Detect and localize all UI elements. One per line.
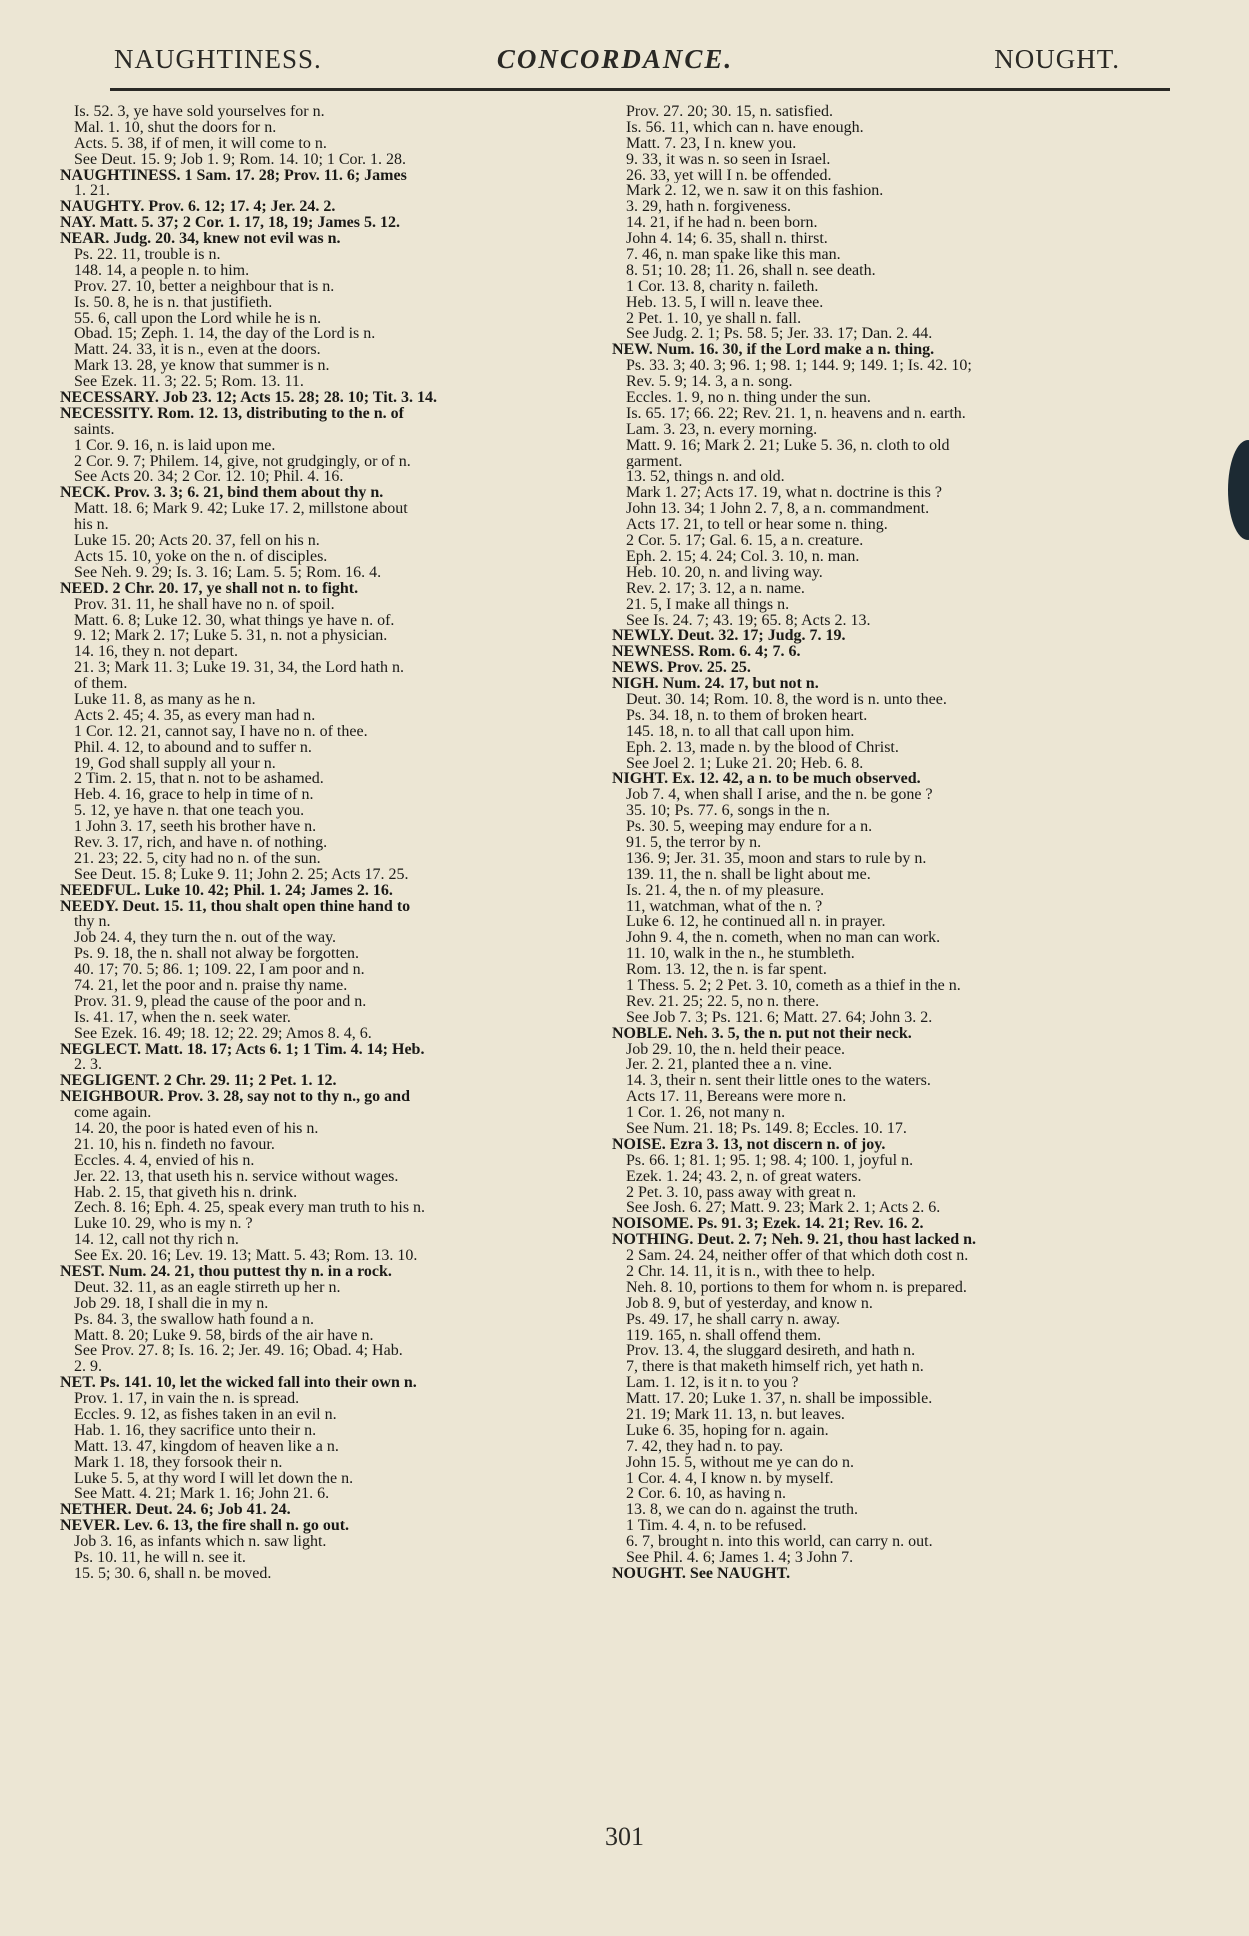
concordance-line: 1. 21.: [74, 183, 110, 200]
left-column: [60, 104, 610, 1582]
concordance-line: John 13. 34; 1 John 2. 7, 8, a n. commandment.: [626, 501, 930, 518]
concordance-line: of them.: [74, 676, 128, 692]
concordance-line: NOTHING. Deut. 2. 7; Neh. 9. 21, thou hast lacked n.: [612, 1232, 977, 1249]
concordance-line: 13. 52, things n. and old.: [626, 469, 785, 486]
page-header: [110, 44, 1120, 84]
concordance-line: Rom. 13. 12, the n. is far spent.: [626, 962, 827, 978]
concordance-line: 2 Pet. 1. 10, ye shall n. fall.: [626, 310, 802, 327]
concordance-line: Prov. 31. 11, he shall have no n. of spoil.: [74, 596, 335, 613]
concordance-line: See Judg. 2. 1; Ps. 58. 5; Jer. 33. 17; Dan. 2. 44.: [626, 326, 933, 343]
concordance-line: NEIGHBOUR. Prov. 3. 28, say not to thy n., go and: [60, 1089, 410, 1106]
concordance-line: See Num. 21. 18; Ps. 149. 8; Eccles. 10. 17.: [626, 1121, 907, 1137]
concordance-line: Heb. 4. 16, grace to help in time of n.: [74, 787, 314, 804]
concordance-line: See Neh. 9. 29; Is. 3. 16; Lam. 5. 5; Rom. 16. 4.: [74, 564, 382, 581]
concordance-line: See Deut. 15. 8; Luke 9. 11; John 2. 25; Acts 17. 25.: [74, 866, 409, 883]
concordance-line: See Acts 20. 34; 2 Cor. 12. 10; Phil. 4. 16.: [74, 469, 344, 486]
concordance-line: Jer. 2. 21, planted thee a n. vine.: [626, 1057, 833, 1074]
concordance-line: 21. 19; Mark 11. 13, n. but leaves.: [626, 1407, 845, 1423]
concordance-line: Ps. 34. 18, n. to them of broken heart.: [626, 707, 868, 724]
concordance-line: NECK. Prov. 3. 3; 6. 21, bind them about thy n.: [60, 485, 384, 502]
concordance-line: Prov. 27. 20; 30. 15, n. satisfied.: [626, 104, 833, 120]
concordance-line: 148. 14, a people n. to him.: [74, 262, 250, 279]
concordance-line: 139. 11, the n. shall be light about me.: [626, 866, 871, 883]
concordance-line: John 4. 14; 6. 35, shall n. thirst.: [626, 231, 828, 248]
concordance-line: See Deut. 15. 9; Job 1. 9; Rom. 14. 10; 1 Cor. 1. 28.: [74, 151, 406, 168]
concordance-line: Jer. 22. 13, that useth his n. service without wages.: [74, 1168, 399, 1185]
concordance-line: See Josh. 6. 27; Matt. 9. 23; Mark 2. 1; Acts 2. 6.: [626, 1200, 941, 1217]
concordance-line: See Matt. 4. 21; Mark 1. 16; John 21. 6.: [74, 1486, 330, 1503]
concordance-line: garment.: [626, 453, 683, 470]
concordance-line: 14. 3, their n. sent their little ones to the waters.: [626, 1073, 931, 1090]
concordance-line: Job 8. 9, but of yesterday, and know n.: [626, 1295, 873, 1312]
concordance-line: come again.: [74, 1105, 152, 1121]
concordance-line: Luke 5. 5, at thy word I will let down the n.: [74, 1470, 354, 1487]
concordance-line: NECESSARY. Job 23. 12; Acts 15. 28; 28. 10; Tit. 3. 14.: [60, 390, 437, 406]
concordance-line: 19, God shall supply all your n.: [74, 755, 276, 772]
concordance-line: 2 Cor. 5. 17; Gal. 6. 15, a n. creature.: [626, 533, 864, 549]
concordance-line: Is. 65. 17; 66. 22; Rev. 21. 1, n. heavens and n. earth.: [626, 405, 966, 422]
concordance-line: 11, watchman, what of the n. ?: [626, 898, 823, 915]
concordance-line: NAUGHTY. Prov. 6. 12; 17. 4; Jer. 24. 2.: [60, 199, 336, 216]
header-first-word: NAUGHTINESS.: [114, 44, 322, 74]
concordance-line: Mark 1. 27; Acts 17. 19, what n. doctrine is this ?: [626, 485, 942, 502]
concordance-line: Job 3. 16, as infants which n. saw light.: [74, 1534, 327, 1551]
concordance-line: 11. 10, walk in the n., he stumbleth.: [626, 946, 855, 963]
concordance-line: NETHER. Deut. 24. 6; Job 41. 24.: [60, 1502, 291, 1519]
concordance-line: Is. 21. 4, the n. of my pleasure.: [626, 882, 825, 899]
concordance-line: Ps. 30. 5, weeping may endure for a n.: [626, 819, 873, 835]
concordance-line: Eccles. 1. 9, no n. thing under the sun.: [626, 390, 871, 406]
concordance-line: 21. 10, his n. findeth no favour.: [74, 1136, 275, 1153]
concordance-line: Acts 17. 11, Bereans were more n.: [626, 1089, 847, 1106]
concordance-line: Matt. 8. 20; Luke 9. 58, birds of the air have n.: [74, 1327, 374, 1344]
concordance-line: NAUGHTINESS. 1 Sam. 17. 28; Prov. 11. 6; James: [60, 167, 407, 184]
concordance-line: Matt. 7. 23, I n. knew you.: [626, 135, 797, 152]
concordance-line: 1 Thess. 5. 2; 2 Pet. 3. 10, cometh as a thief in the n.: [626, 977, 961, 994]
concordance-line: Obad. 15; Zeph. 1. 14, the day of the Lord is n.: [74, 326, 376, 343]
concordance-line: Prov. 1. 17, in vain the n. is spread.: [74, 1391, 300, 1408]
concordance-line: Mark 13. 28, ye know that summer is n.: [74, 358, 330, 375]
concordance-line: Luke 15. 20; Acts 20. 37, fell on his n.: [74, 533, 320, 549]
concordance-line: NOISE. Ezra 3. 13, not discern n. of joy.: [612, 1136, 886, 1153]
concordance-line: NEEDY. Deut. 15. 11, thou shalt open thine hand to: [60, 898, 411, 915]
concordance-line: See Joel 2. 1; Luke 21. 20; Heb. 6. 8.: [626, 755, 864, 772]
concordance-line: NEWNESS. Rom. 6. 4; 7. 6.: [612, 644, 801, 661]
concordance-line: 1 Cor. 1. 26, not many n.: [626, 1105, 786, 1121]
header-rule: [110, 88, 1170, 91]
concordance-line: Eccles. 4. 4, envied of his n.: [74, 1152, 255, 1169]
concordance-line: See Job 7. 3; Ps. 121. 6; Matt. 27. 64; John 3. 2.: [626, 1009, 933, 1026]
concordance-line: thy n.: [74, 914, 111, 931]
concordance-line: 7. 46, n. man spake like this man.: [626, 247, 841, 263]
concordance-line: Ps. 10. 11, he will n. see it.: [74, 1550, 246, 1566]
concordance-line: NAY. Matt. 5. 37; 2 Cor. 1. 17, 18, 19; James 5. 12.: [60, 215, 400, 232]
concordance-line: 1 Cor. 13. 8, charity n. faileth.: [626, 278, 819, 295]
concordance-line: 21. 23; 22. 5, city had no n. of the sun.: [74, 850, 321, 867]
concordance-line: Rev. 3. 17, rich, and have n. of nothing.: [74, 834, 328, 851]
concordance-line: 14. 20, the poor is hated even of his n.: [74, 1121, 319, 1137]
concordance-line: 14. 12, call not thy rich n.: [74, 1232, 239, 1249]
concordance-line: Is. 50. 8, he is n. that justifieth.: [74, 294, 273, 311]
concordance-line: Job 29. 18, I shall die in my n.: [74, 1295, 269, 1312]
concordance-line: NOBLE. Neh. 3. 5, the n. put not their neck.: [612, 1025, 912, 1042]
concordance-line: 6. 7, brought n. into this world, can carry n. out.: [626, 1534, 933, 1551]
concordance-line: NET. Ps. 141. 10, let the wicked fall into their own n.: [60, 1375, 417, 1392]
concordance-line: NEVER. Lev. 6. 13, the fire shall n. go out.: [60, 1518, 350, 1535]
concordance-line: NEEDFUL. Luke 10. 42; Phil. 1. 24; James 2. 16.: [60, 882, 393, 899]
concordance-line: 3. 29, hath n. forgiveness.: [626, 199, 792, 216]
concordance-line: Eccles. 9. 12, as fishes taken in an evil n.: [74, 1407, 337, 1423]
concordance-line: Deut. 30. 14; Rom. 10. 8, the word is n. unto thee.: [626, 691, 947, 708]
concordance-line: See Ezek. 11. 3; 22. 5; Rom. 13. 11.: [74, 374, 304, 391]
concordance-line: Lam. 1. 12, is it n. to you ?: [626, 1375, 799, 1392]
concordance-line: 1 Cor. 9. 16, n. is laid upon me.: [74, 437, 276, 454]
concordance-line: Eph. 2. 13, made n. by the blood of Christ.: [626, 739, 899, 756]
concordance-line: 91. 5, the terror by n.: [626, 834, 762, 851]
concordance-line: 2 Chr. 14. 11, it is n., with thee to help.: [626, 1264, 876, 1280]
concordance-line: See Is. 24. 7; 43. 19; 65. 8; Acts 2. 13.: [626, 612, 871, 629]
concordance-line: 119. 165, n. shall offend them.: [626, 1327, 822, 1344]
concordance-line: 2. 3.: [74, 1057, 102, 1074]
concordance-line: NEGLECT. Matt. 18. 17; Acts 6. 1; 1 Tim. 4. 14; Heb.: [60, 1041, 425, 1058]
concordance-line: Matt. 18. 6; Mark 9. 42; Luke 17. 2, millstone about: [74, 501, 408, 518]
concordance-line: NEST. Num. 24. 21, thou puttest thy n. in a rock.: [60, 1264, 392, 1280]
concordance-line: Ps. 9. 18, the n. shall not alway be forgotten.: [74, 946, 359, 963]
concordance-line: See Ezek. 16. 49; 18. 12; 22. 29; Amos 8. 4, 6.: [74, 1025, 372, 1042]
concordance-line: Luke 10. 29, who is my n. ?: [74, 1216, 253, 1233]
concordance-line: Luke 6. 35, hoping for n. again.: [626, 1422, 829, 1439]
concordance-line: Mark 2. 12, we n. saw it on this fashion.: [626, 183, 884, 200]
concordance-line: 1 Tim. 4. 4, n. to be refused.: [626, 1518, 807, 1535]
concordance-line: 2 Sam. 24. 24, neither offer of that which doth cost n.: [626, 1248, 969, 1265]
concordance-line: Neh. 8. 10, portions to them for whom n. is prepared.: [626, 1279, 967, 1296]
concordance-line: NEAR. Judg. 20. 34, knew not evil was n.: [60, 231, 341, 248]
concordance-line: Acts 15. 10, yoke on the n. of disciples.: [74, 548, 328, 565]
concordance-line: Matt. 24. 33, it is n., even at the doors.: [74, 342, 321, 359]
concordance-line: Matt. 13. 47, kingdom of heaven like a n.: [74, 1438, 339, 1455]
concordance-line: Hab. 1. 16, they sacrifice unto their n.: [74, 1422, 317, 1439]
concordance-line: his n.: [74, 517, 109, 534]
concordance-line: 21. 5, I make all things n.: [626, 596, 790, 613]
concordance-line: NIGHT. Ex. 12. 42, a n. to be much observed.: [612, 771, 921, 788]
concordance-line: Rev. 21. 25; 22. 5, no n. there.: [626, 993, 820, 1010]
concordance-line: Eph. 2. 15; 4. 24; Col. 3. 10, n. man.: [626, 548, 860, 565]
concordance-line: Ps. 84. 3, the swallow hath found a n.: [74, 1311, 314, 1328]
concordance-line: 14. 16, they n. not depart.: [74, 644, 238, 661]
concordance-line: John 15. 5, without me ye can do n.: [626, 1454, 854, 1471]
concordance-line: Job 29. 10, the n. held their peace.: [626, 1041, 846, 1058]
concordance-line: NECESSITY. Rom. 12. 13, distributing to the n. of: [60, 405, 404, 422]
concordance-line: NEED. 2 Chr. 20. 17, ye shall not n. to fight.: [60, 580, 359, 597]
concordance-line: Rev. 2. 17; 3. 12, a n. name.: [626, 580, 805, 597]
concordance-line: Ps. 33. 3; 40. 3; 96. 1; 98. 1; 144. 9; 149. 1; Is. 42. 10;: [626, 358, 972, 375]
concordance-line: Heb. 13. 5, I will n. leave thee.: [626, 294, 824, 311]
concordance-line: Phil. 4. 12, to abound and to suffer n.: [74, 739, 312, 756]
concordance-line: Prov. 31. 9, plead the cause of the poor and n.: [74, 993, 367, 1010]
concordance-line: 13. 8, we can do n. against the truth.: [626, 1502, 858, 1519]
concordance-line: See Ex. 20. 16; Lev. 19. 13; Matt. 5. 43; Rom. 13. 10.: [74, 1248, 418, 1265]
header-title: CONCORDANCE.: [496, 44, 734, 74]
concordance-line: 5. 12, ye have n. that one teach you.: [74, 803, 305, 820]
concordance-line: Luke 6. 12, he continued all n. in prayer.: [626, 914, 886, 931]
concordance-line: Is. 52. 3, ye have sold yourselves for n.: [74, 104, 325, 120]
concordance-line: Zech. 8. 16; Eph. 4. 25, speak every man truth to his n.: [74, 1200, 426, 1217]
concordance-line: Hab. 2. 15, that giveth his n. drink.: [74, 1184, 298, 1201]
concordance-line: Mal. 1. 10, shut the doors for n.: [74, 119, 277, 136]
concordance-line: Heb. 10. 20, n. and living way.: [626, 564, 823, 581]
concordance-line: Matt. 9. 16; Mark 2. 21; Luke 5. 36, n. cloth to old: [626, 437, 950, 454]
concordance-line: 2 Tim. 2. 15, that n. not to be ashamed.: [74, 771, 324, 788]
concordance-line: Acts 2. 45; 4. 35, as every man had n.: [74, 707, 316, 724]
concordance-line: Ps. 66. 1; 81. 1; 95. 1; 98. 4; 100. 1, joyful n.: [626, 1152, 914, 1169]
concordance-line: 55. 6, call upon the Lord while he is n.: [74, 310, 322, 327]
concordance-line: Lam. 3. 23, n. every morning.: [626, 421, 818, 438]
concordance-line: Prov. 13. 4, the sluggard desireth, and hath n.: [626, 1343, 916, 1360]
page-number: 301: [605, 1822, 644, 1851]
concordance-line: 145. 18, n. to all that call upon him.: [626, 723, 855, 740]
concordance-line: 9. 12; Mark 2. 17; Luke 5. 31, n. not a physician.: [74, 628, 388, 645]
concordance-line: 21. 3; Mark 11. 3; Luke 19. 31, 34, the Lord hath n.: [74, 660, 405, 677]
concordance-line: Prov. 27. 10, better a neighbour that is n.: [74, 278, 335, 295]
concordance-line: NOUGHT. See NAUGHT.: [612, 1565, 791, 1582]
concordance-line: Deut. 32. 11, as an eagle stirreth up her n.: [74, 1279, 341, 1296]
concordance-line: NOISOME. Ps. 91. 3; Ezek. 14. 21; Rev. 16. 2.: [612, 1216, 924, 1233]
concordance-line: NEGLIGENT. 2 Chr. 29. 11; 2 Pet. 1. 12.: [60, 1073, 337, 1090]
concordance-line: Matt. 17. 20; Luke 1. 37, n. shall be impossible.: [626, 1391, 933, 1408]
concordance-line: Luke 11. 8, as many as he n.: [74, 691, 256, 708]
concordance-line: Is. 56. 11, which can n. have enough.: [626, 119, 864, 136]
concordance-line: Is. 41. 17, when the n. seek water.: [74, 1009, 291, 1026]
concordance-line: See Prov. 27. 8; Is. 16. 2; Jer. 49. 16; Obad. 4; Hab.: [74, 1343, 403, 1360]
concordance-line: 7, there is that maketh himself rich, yet hath n.: [626, 1359, 924, 1376]
concordance-line: 8. 51; 10. 28; 11. 26, shall n. see death.: [626, 262, 876, 279]
concordance-line: 74. 21, let the poor and n. praise thy name.: [74, 977, 348, 994]
concordance-line: Acts. 5. 38, if of men, it will come to n.: [74, 135, 327, 152]
concordance-line: John 9. 4, the n. cometh, when no man can work.: [626, 930, 941, 947]
right-column: [612, 104, 1172, 1582]
concordance-line: Acts 17. 21, to tell or hear some n. thing.: [626, 517, 888, 534]
header-last-word: NOUGHT.: [994, 44, 1120, 74]
concordance-line: Mark 1. 18, they forsook their n.: [74, 1454, 283, 1471]
concordance-line: 136. 9; Jer. 31. 35, moon and stars to rule by n.: [626, 850, 927, 867]
concordance-line: saints.: [74, 421, 115, 438]
concordance-line: See Phil. 4. 6; James 1. 4; 3 John 7.: [626, 1550, 854, 1566]
concordance-line: 1 Cor. 4. 4, I know n. by myself.: [626, 1470, 834, 1487]
concordance-line: Ps. 49. 17, he shall carry n. away.: [626, 1311, 841, 1328]
concordance-line: Ezek. 1. 24; 43. 2, n. of great waters.: [626, 1168, 862, 1185]
concordance-line: NEWLY. Deut. 32. 17; Judg. 7. 19.: [612, 628, 846, 645]
concordance-line: Ps. 22. 11, trouble is n.: [74, 247, 221, 263]
concordance-line: 2. 9.: [74, 1359, 102, 1376]
concordance-line: Matt. 6. 8; Luke 12. 30, what things ye have n. of.: [74, 612, 395, 629]
concordance-line: NEW. Num. 16. 30, if the Lord make a n. thing.: [612, 342, 935, 359]
concordance-line: 1 Cor. 12. 21, cannot say, I have no n. of thee.: [74, 723, 368, 740]
concordance-line: 26. 33, yet will I n. be offended.: [626, 167, 832, 184]
concordance-line: 35. 10; Ps. 77. 6, songs in the n.: [626, 803, 831, 820]
concordance-line: 7. 42, they had n. to pay.: [626, 1438, 784, 1455]
concordance-line: Job 24. 4, they turn the n. out of the way.: [74, 930, 337, 947]
concordance-line: 40. 17; 70. 5; 86. 1; 109. 22, I am poor and n.: [74, 962, 365, 978]
concordance-line: 1 John 3. 17, seeth his brother have n.: [74, 819, 317, 835]
binder-hole: [1228, 440, 1249, 540]
concordance-line: 14. 21, if he had n. been born.: [626, 215, 818, 232]
concordance-line: 2 Pet. 3. 10, pass away with great n.: [626, 1184, 857, 1201]
concordance-line: 15. 5; 30. 6, shall n. be moved.: [74, 1565, 272, 1582]
concordance-line: 2 Cor. 9. 7; Philem. 14, give, not grudgingly, or of n.: [74, 453, 411, 470]
concordance-line: Rev. 5. 9; 14. 3, a n. song.: [626, 374, 793, 391]
concordance-line: NIGH. Num. 24. 17, but not n.: [612, 676, 819, 692]
concordance-line: 2 Cor. 6. 10, as having n.: [626, 1486, 786, 1503]
concordance-line: Job 7. 4, when shall I arise, and the n. be gone ?: [626, 787, 933, 804]
concordance-line: NEWS. Prov. 25. 25.: [612, 660, 751, 677]
concordance-line: 9. 33, it was n. so seen in Israel.: [626, 151, 831, 168]
